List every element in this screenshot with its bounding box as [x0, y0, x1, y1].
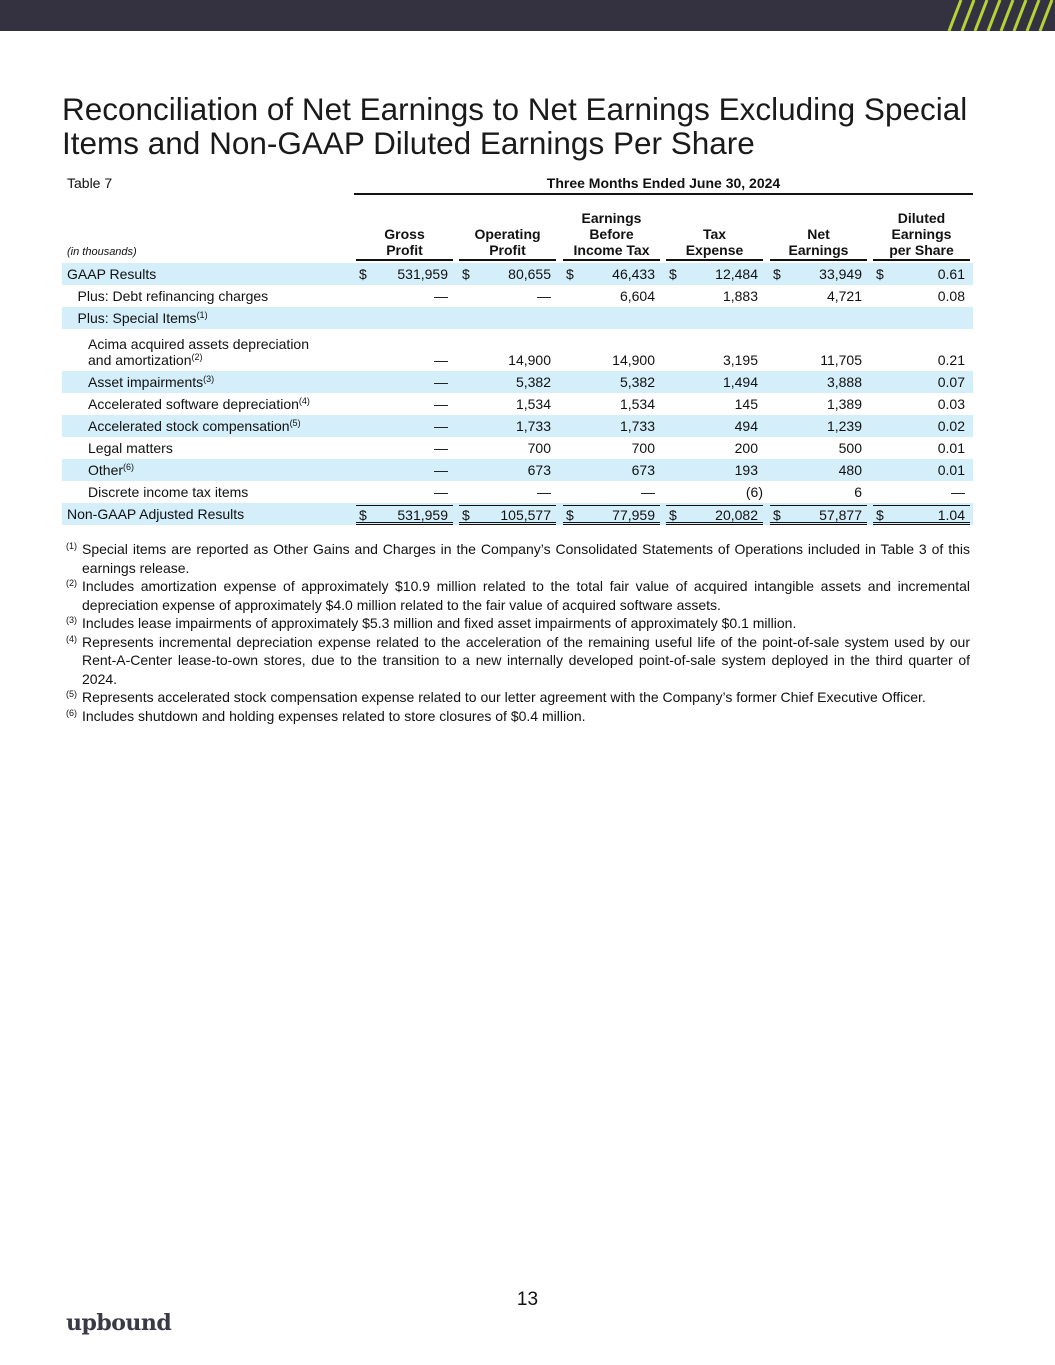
stripe-mark	[949, 0, 961, 31]
column-header: Diluted Earnings per Share	[873, 210, 970, 261]
stripe-decoration-icon	[925, 0, 1055, 31]
row-label: Plus: Special Items$^{(1)}$	[77, 310, 208, 326]
table-cell: $ 0.61	[876, 266, 965, 282]
stripe-mark	[988, 0, 1000, 31]
table-row	[62, 329, 973, 371]
table-cell: 1,239	[826, 418, 862, 434]
table-cell: $ 105,577	[459, 505, 556, 525]
stripe-mark	[975, 0, 987, 31]
table-cell: 0.01	[937, 462, 965, 478]
row-label: Asset impairments$^{(3)}$	[88, 374, 215, 390]
table-cell: $ 1.04	[873, 505, 970, 525]
table-cell	[459, 310, 556, 326]
table-cell: 0.03	[937, 396, 965, 412]
table-cell: —	[434, 418, 448, 434]
stripe-mark	[962, 0, 974, 31]
stripe-mark	[1027, 0, 1039, 31]
table-cell: (6)	[745, 484, 763, 500]
table-cell: 673	[527, 462, 551, 478]
table-cell: 1,389	[826, 396, 862, 412]
footnote: (2) Includes amortization expense of approximately $10.9 million related to the total fair value of acquired intangible assets and incremental depreciation expense of approximately $4.0 million related to the fair value of acquired software assets.	[66, 578, 970, 613]
table-cell: $ 57,877	[770, 505, 867, 525]
table-cell: 500	[838, 440, 862, 456]
column-header: Operating Profit	[459, 226, 556, 261]
footnote: (3) Includes lease impairments of approximately $5.3 million and fixed asset impairments of approximately $0.1 million.	[66, 615, 797, 631]
table-cell: $ 531,959	[356, 505, 453, 525]
table-cell: 480	[838, 462, 862, 478]
period-header: Three Months Ended June 30, 2024	[354, 175, 973, 195]
table-cell: 14,900	[508, 352, 551, 368]
row-label: GAAP Results	[67, 266, 157, 282]
footnote: (6) Includes shutdown and holding expenses related to store closures of $0.4 million.	[66, 707, 586, 724]
table-cell: 1,534	[515, 396, 551, 412]
table-row	[62, 459, 973, 481]
table-cell: —	[434, 352, 448, 368]
table-cell: —	[434, 440, 448, 456]
row-label: Legal matters	[88, 440, 173, 456]
table-cell: 193	[734, 462, 758, 478]
table-cell: —	[434, 374, 448, 390]
company-logo: upbound	[66, 1310, 172, 1336]
table-cell	[770, 310, 867, 326]
table-cell: 4,721	[826, 288, 862, 304]
table-row	[62, 503, 973, 525]
table-cell: —	[951, 484, 965, 500]
table-cell: 200	[734, 440, 758, 456]
row-label: Accelerated software depreciation$^{(4)}$	[88, 396, 310, 412]
units-note: (in thousands)	[67, 246, 137, 258]
table-cell	[873, 310, 970, 326]
page-title: Reconciliation of Net Earnings to Net Earnings Excluding Special Items and Non-GAAP Diluted Earnings Per Share	[62, 91, 968, 161]
row-label: Discrete income tax items	[88, 484, 249, 500]
table-cell: 673	[631, 462, 655, 478]
row-label: Acima acquired assets depreciation and amortization$^{(2)}$	[88, 336, 310, 368]
table-cell: 5,382	[515, 374, 551, 390]
table-row	[62, 307, 973, 329]
table-cell: $ 531,959	[359, 266, 448, 282]
table-cell: —	[537, 288, 551, 304]
table-cell: $ 80,655	[462, 266, 551, 282]
table-cell: —	[434, 484, 448, 500]
table-cell: 1,494	[722, 374, 758, 390]
row-label: Accelerated stock compensation$^{(5)}$	[88, 418, 301, 434]
table-cell: 0.07	[937, 374, 965, 390]
table-row	[62, 285, 973, 307]
table-cell: $ 77,959	[563, 505, 660, 525]
table-cell	[666, 310, 763, 326]
table-cell: 0.08	[937, 288, 965, 304]
table-cell: 3,195	[722, 352, 758, 368]
column-header: Earnings Before Income Tax	[563, 210, 660, 261]
table-cell: —	[434, 396, 448, 412]
table-cell: 494	[734, 418, 758, 434]
footnote: (4) Represents incremental depreciation expense related to the acceleration of the remaining useful life of the point-of-sale system used by our Rent-A-Center lease-to-own stores, due to the transition to a new internally developed point-of-sale system deployed in the third quarter of 2024.	[66, 633, 970, 687]
table-cell: 1,883	[722, 288, 758, 304]
table-cell: —	[434, 462, 448, 478]
table-cell: 14,900	[612, 352, 655, 368]
row-label: Other$^{(6)}$	[88, 462, 135, 478]
table-cell: 700	[527, 440, 551, 456]
table-cell: 0.01	[937, 440, 965, 456]
page-number: 13	[516, 1289, 539, 1310]
table-cell: 6,604	[619, 288, 655, 304]
table-cell: $ 33,949	[773, 266, 862, 282]
table-cell: —	[434, 288, 448, 304]
table-cell: $ 46,433	[566, 266, 655, 282]
footnote: (5) Represents accelerated stock compensation expense related to our letter agreement with the Company’s former Chief Executive Officer.	[66, 689, 926, 705]
table-cell: —	[641, 484, 655, 500]
row-label: Plus: Debt refinancing charges	[77, 288, 269, 304]
footnote: (1) Special items are reported as Other Gains and Charges in the Company’s Consolidated Statements of Operations included in Table 3 of this earnings release.	[66, 541, 970, 576]
stripe-mark	[1040, 0, 1052, 31]
table-cell: 3,888	[826, 374, 862, 390]
table-cell: 11,705	[820, 352, 862, 368]
table-row	[62, 393, 973, 415]
table-row	[62, 437, 973, 459]
table-row	[62, 371, 973, 393]
table-cell: 700	[631, 440, 655, 456]
column-header: Gross Profit	[356, 226, 453, 261]
column-header: Tax Expense	[666, 226, 763, 261]
table-cell: 1,733	[515, 418, 551, 434]
table-row	[62, 415, 973, 437]
table-cell: $ 12,484	[669, 266, 758, 282]
column-header: Net Earnings	[770, 226, 867, 261]
table-label: Table 7	[67, 175, 113, 191]
stripe-mark	[1001, 0, 1013, 31]
table-row	[62, 481, 973, 503]
table-cell: 5,382	[619, 374, 655, 390]
table-cell: $ 20,082	[666, 505, 763, 525]
table-cell	[563, 310, 660, 326]
table-cell: 0.21	[937, 352, 965, 368]
table-row	[62, 263, 973, 285]
table-cell: 0.02	[937, 418, 965, 434]
table-cell	[356, 310, 453, 326]
table-cell: 6	[854, 484, 862, 500]
table-cell: —	[537, 484, 551, 500]
table-cell: 145	[734, 396, 758, 412]
table-cell: 1,733	[619, 418, 655, 434]
stripe-mark	[1014, 0, 1026, 31]
footnotes	[66, 540, 970, 725]
row-label: Non-GAAP Adjusted Results	[67, 506, 245, 522]
header-bar	[0, 0, 1055, 31]
table-cell: 1,534	[619, 396, 655, 412]
